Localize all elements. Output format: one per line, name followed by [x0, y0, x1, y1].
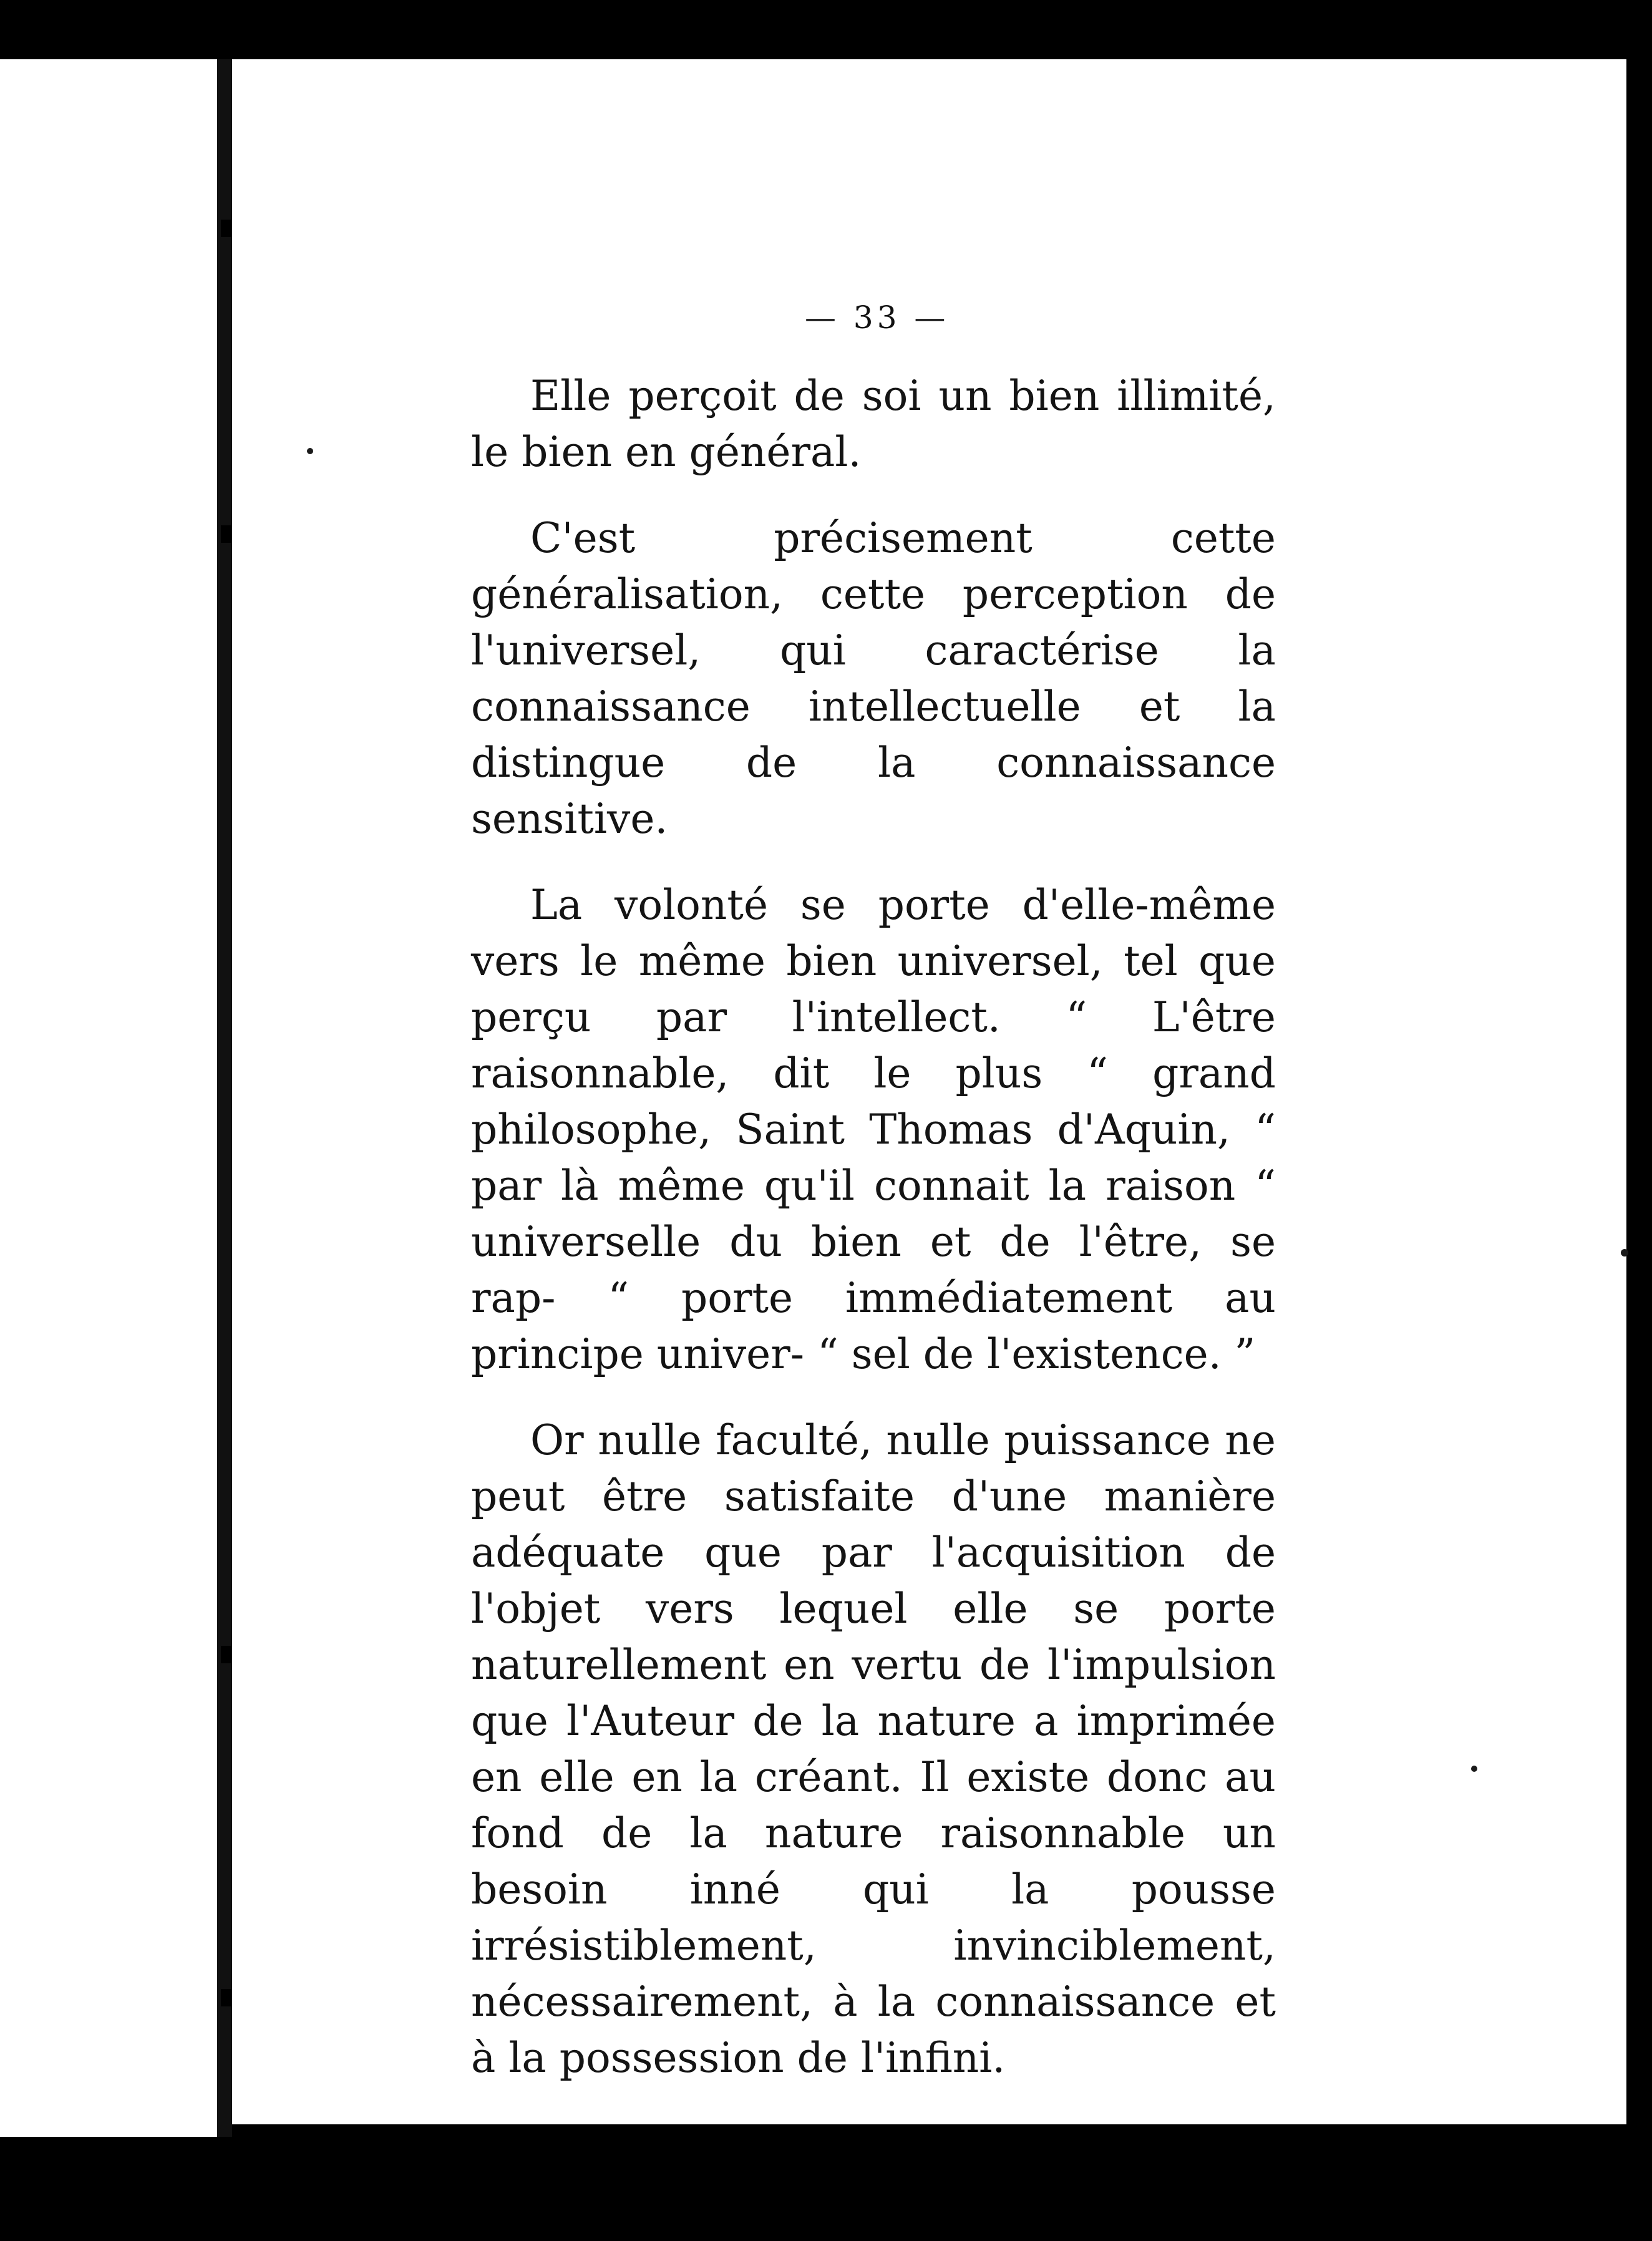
paper-speck — [1471, 1766, 1477, 1772]
book-spine — [217, 59, 232, 2137]
facing-page-edge — [0, 59, 225, 2137]
paragraph: La volonté se porte d'elle-même vers le même bien universel, tel que perçu par l'intellect. “ L'être raisonnable, dit le plus “ grand philosophe, Saint Thomas d'Aquin, “ par là même qu'il connait la raison “ universelle du bien et de l'être, se rap- “ porte immédiatement au principe univer- “ sel de l'existence. ” — [471, 881, 1276, 1378]
paragraph: C'est précisement cette généralisation, cette perception de l'universel, qui caractérise la connaissance intellectuelle et la distingue de la connaissance sensitive. — [471, 514, 1276, 843]
paragraph: Or nulle faculté, nulle puissance ne peut être satisfaite d'une manière adéquate que par l'acquisition de l'objet vers lequel elle se porte naturellement en vertu de l'impulsion que l'Auteur de la nature a imprimée en elle en la créant. Il existe donc au fond de la nature raisonnable un besoin inné qui la pousse irrésistiblement, invinciblement, nécessairement, à la connaissance et à la possession de l'infini. — [471, 1416, 1276, 2082]
paragraph: Elle perçoit de soi un bien illimité, le bien en général. — [471, 372, 1276, 476]
body-text — [471, 368, 1276, 2086]
paper-speck — [307, 448, 313, 454]
paper-speck — [1621, 1249, 1628, 1257]
page-number: — 33 — — [805, 299, 950, 336]
